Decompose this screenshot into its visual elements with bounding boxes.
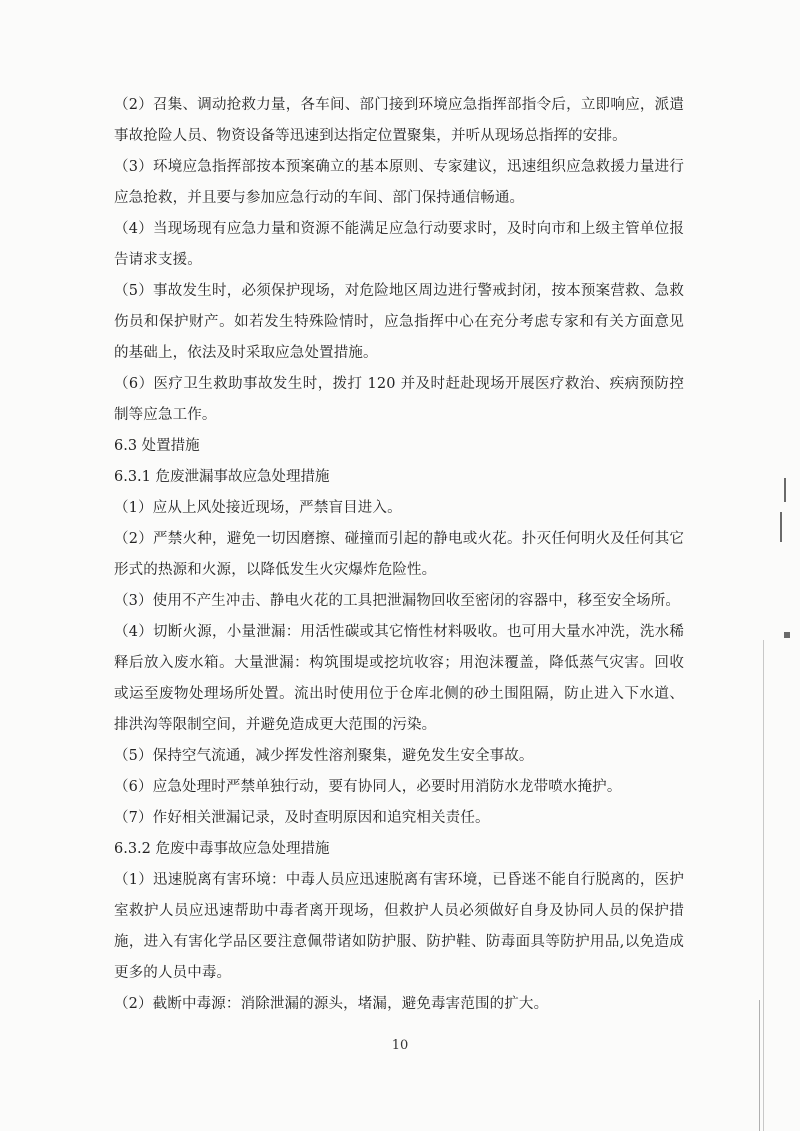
paragraph-protect-scene: （5）事故发生时，必须保护现场，对危险地区周边进行警戒封闭，按本预案营救、急救伤员和保护财产。如若发生特殊险情时，应急指挥中心在充分考虑专家和有关方面意见的基础上，依法及时采取应急处置措施。 — [114, 283, 684, 361]
list-item-poison-1: （1）迅速脱离有害环境：中毒人员应迅速脱离有害环境，已昏迷不能自行脱离的，医护室救护人员应迅速帮助中毒者离开现场，但救护人员必须做好自身及协同人员的保护措施，进入有害化学品区要注意佩带诸如防护服、防护鞋、防毒面具等防护用品,以免造成更多的人员中毒。 — [114, 872, 684, 981]
page-content — [114, 90, 684, 1020]
section-number: 6.3 — [114, 438, 138, 454]
section-heading-6-3-2 — [114, 834, 684, 865]
paragraph-medical-rescue: （6）医疗卫生救助事故发生时，拨打 120 并及时赶赴现场开展医疗救治、疾病预防控制等应急工作。 — [114, 376, 684, 423]
list-item-leak-2: （2）严禁火种，避免一切因磨擦、碰撞而引起的静电或火花。扑灭任何明火及任何其它形式的热源和火源，以降低发生火灾爆炸危险性。 — [114, 531, 684, 578]
section-number: 6.3.1 — [114, 469, 151, 485]
list-item-leak-7: （7）作好相关泄漏记录，及时查明原因和追究相关责任。 — [114, 810, 490, 826]
list-item-leak-5: （5）保持空气流通，减少挥发性溶剂聚集，避免发生安全事故。 — [114, 748, 534, 764]
paragraph-emergency-mobilization: （2）召集、调动抢救力量，各车间、部门接到环境应急指挥部指令后，立即响应，派遣事故抢险人员、物资设备等迅速到达指定位置聚集，并听从现场总指挥的安排。 — [114, 97, 684, 144]
page-number: 10 — [391, 1038, 409, 1053]
list-item-leak-3: （3）使用不产生冲击、静电火花的工具把泄漏物回收至密闭的容器中，移至安全场所。 — [114, 593, 681, 609]
list-item-leak-4: （4）切断火源，小量泄漏：用活性碳或其它惰性材料吸收。也可用大量水冲洗，洗水稀释后放入废水箱。大量泄漏：构筑围堤或挖坑收容；用泡沫覆盖，降低蒸气灾害。回收或运至废物处理场所处置。流出时使用位于仓库北侧的砂土围阻隔，防止进入下水道、排洪沟等限制空间，并避免造成更大范围的污染。 — [114, 624, 684, 733]
list-item-leak-1: （1）应从上风处接近现场，严禁盲目进入。 — [114, 500, 402, 516]
scan-edge-mark — [784, 632, 790, 638]
section-number: 6.3.2 — [114, 841, 151, 857]
section-heading-6-3-1 — [114, 462, 684, 493]
scan-edge-line — [763, 640, 764, 1131]
scan-edge-line — [759, 1000, 760, 1131]
section-title: 危废中毒事故应急处理措施 — [155, 841, 330, 857]
paragraph-command-center-rescue: （3）环境应急指挥部按本预案确立的基本原则、专家建议，迅速组织应急救援力量进行应急抢救，并且要与参加应急行动的车间、部门保持通信畅通。 — [114, 159, 684, 206]
list-item-leak-6: （6）应急处理时严禁单独行动，要有协同人，必要时用消防水龙带喷水掩护。 — [114, 779, 622, 795]
section-title: 危废泄漏事故应急处理措施 — [155, 469, 330, 485]
scan-edge-mark — [780, 512, 782, 542]
section-heading-6-3 — [114, 431, 684, 462]
paragraph-request-support: （4）当现场现有应急力量和资源不能满足应急行动要求时，及时向市和上级主管单位报告请求支援。 — [114, 221, 684, 268]
section-title: 处置措施 — [141, 438, 200, 454]
list-item-poison-2: （2）截断中毒源：消除泄漏的源头，堵漏，避免毒害范围的扩大。 — [114, 996, 549, 1012]
scan-edge-mark — [784, 478, 786, 502]
